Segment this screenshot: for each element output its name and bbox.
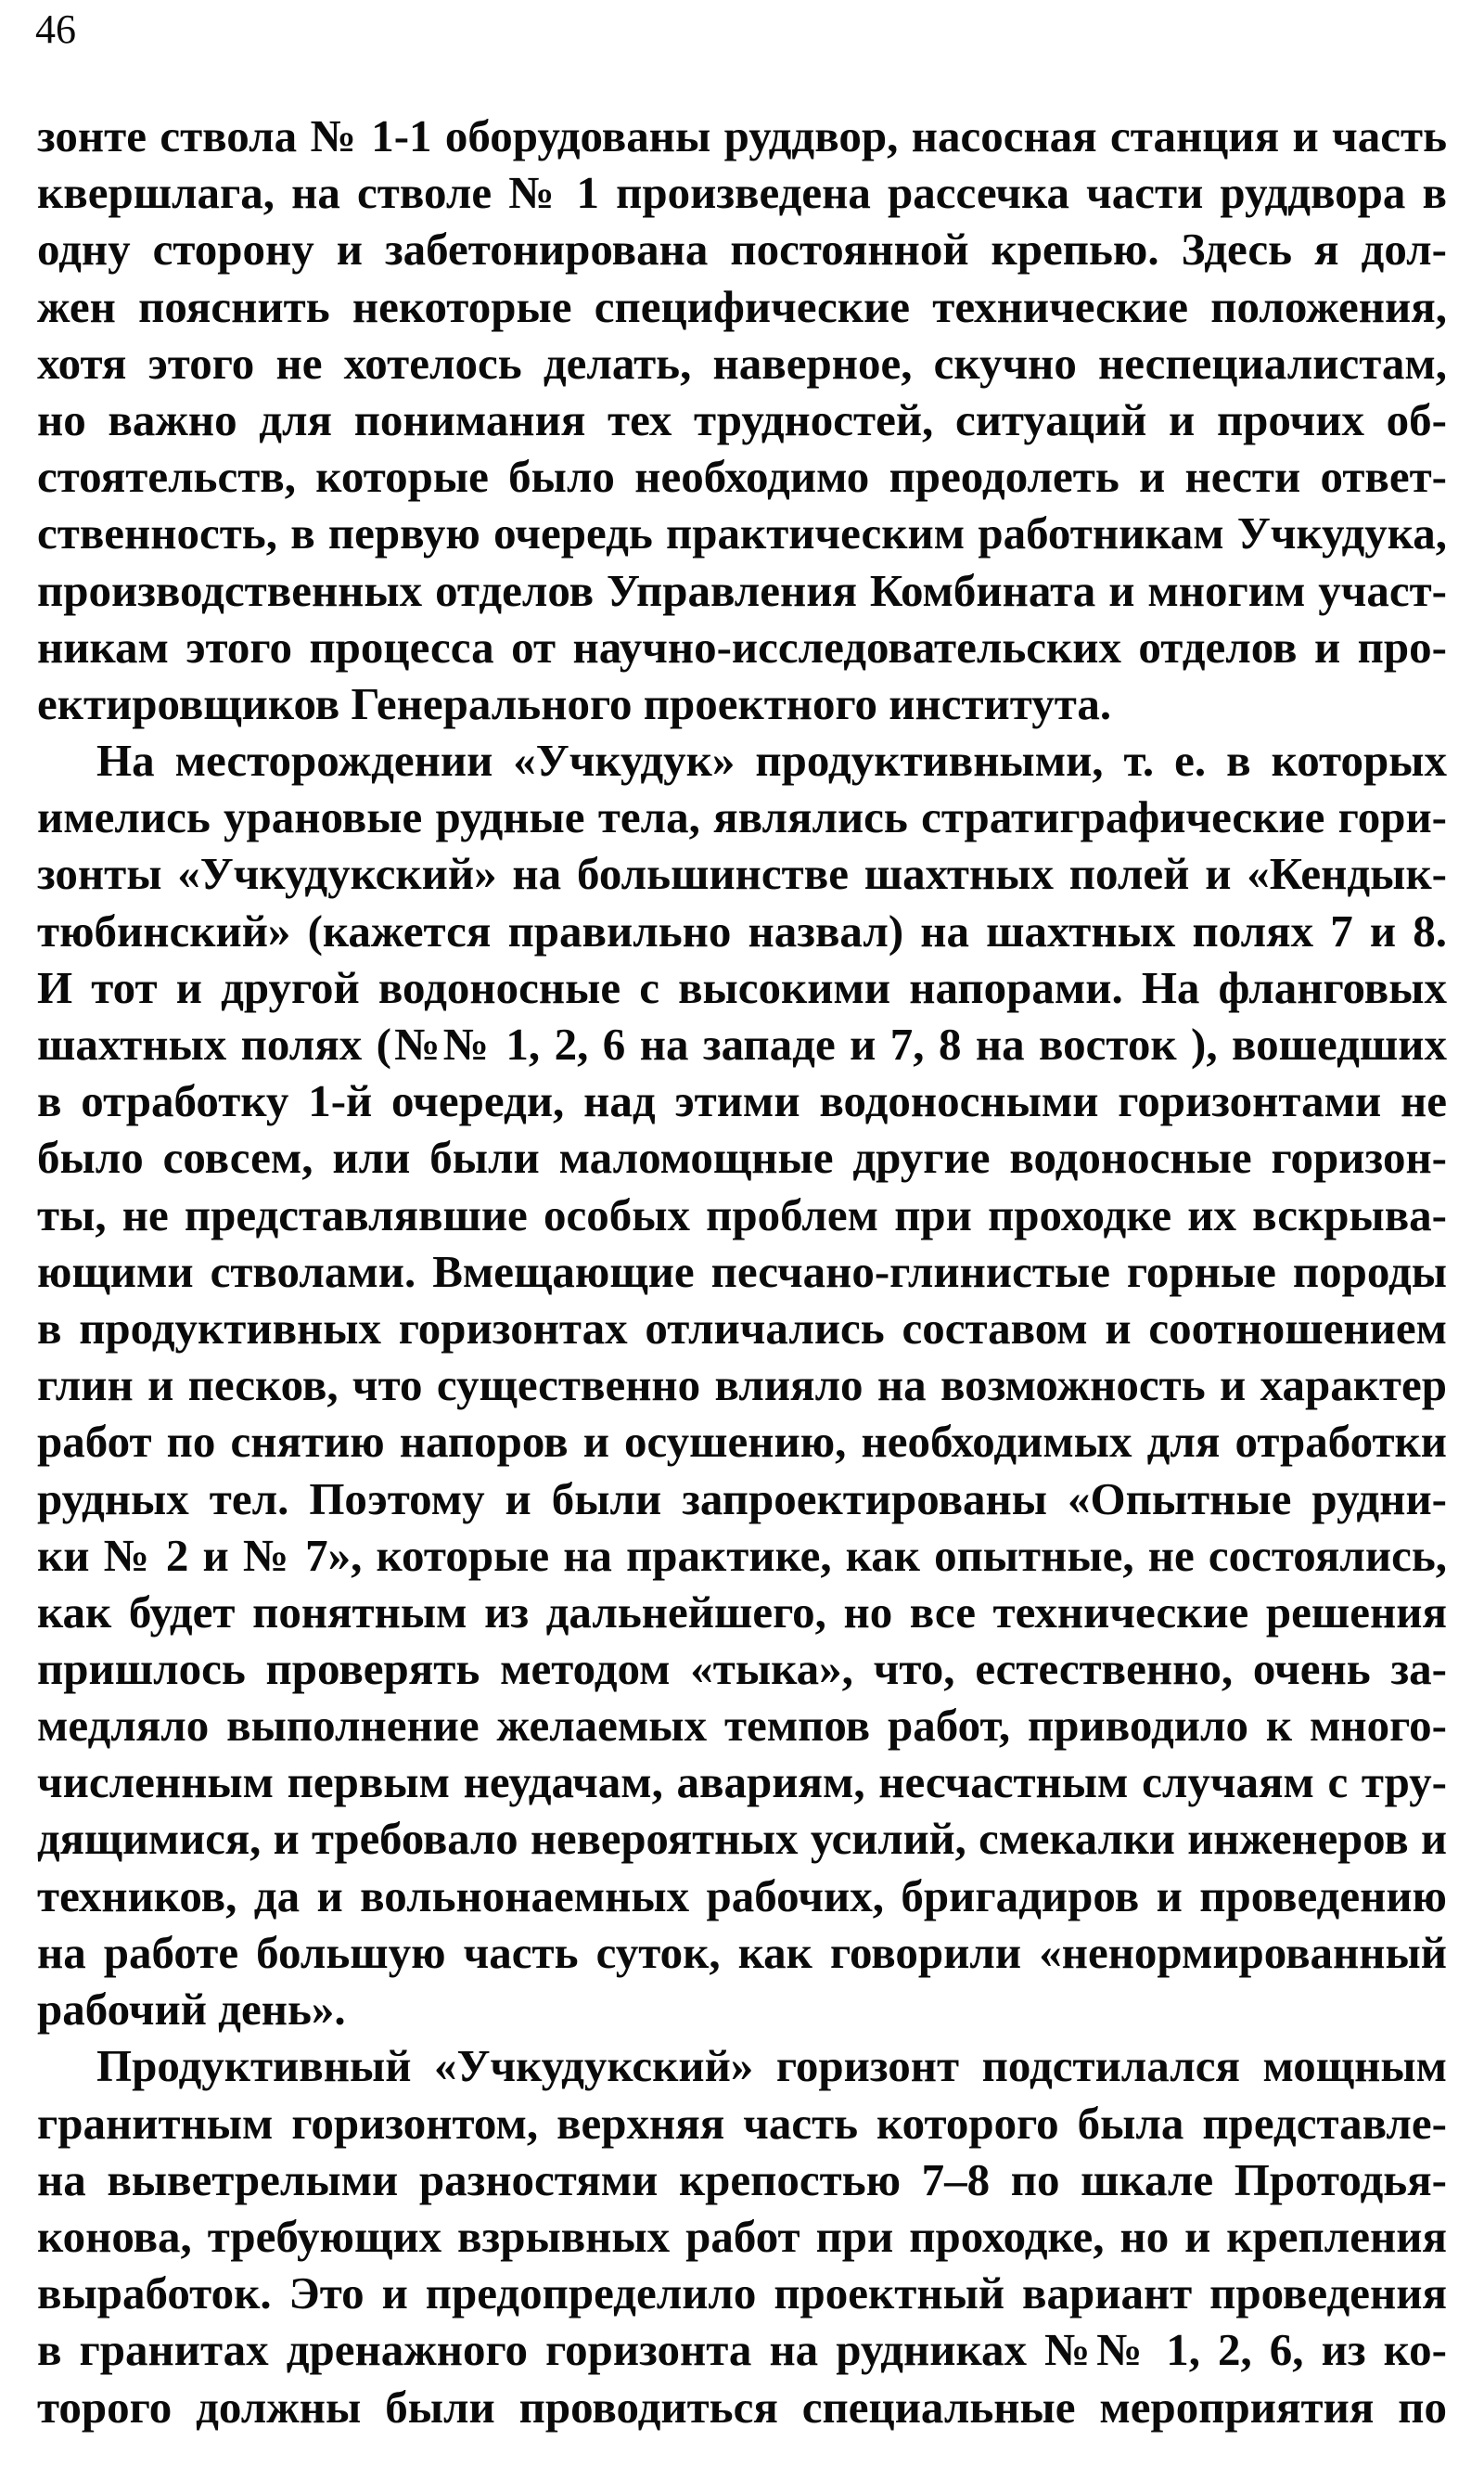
text-line: в отработку 1-й очереди, над этими водоносными горизонтами не xyxy=(37,1075,1447,1127)
text-line: ки № 2 и № 7», которые на практике, как опытные, не состоялись, xyxy=(37,1529,1447,1581)
text-line: на выветрелыми разностями крепостью 7–8 по шкале Протодья- xyxy=(37,2153,1447,2205)
text-line: в гранитах дренажного горизонта на рудниках №№ 1, 2, 6, из ко- xyxy=(37,2324,1447,2376)
body-text xyxy=(37,108,1447,2435)
text-line: рабочий день». xyxy=(37,1984,346,2036)
text-line: медляло выполнение желаемых темпов работ, приводило к много- xyxy=(37,1700,1447,1752)
text-line: И тот и другой водоносные с высокими напорами. На фланговых xyxy=(37,961,1447,1013)
text-line: как будет понятным из дальнейшего, но все технические решения xyxy=(37,1586,1447,1638)
text-line: жен пояснить некоторые специфические технические положения, xyxy=(37,280,1447,332)
text-line: хотя этого не хотелось делать, наверное, скучно неспециалистам, xyxy=(37,337,1447,389)
text-line: На месторождении «Учкудук» продуктивными, т. е. в которых xyxy=(96,735,1447,787)
text-line: стоятельств, которые было необходимо преодолеть и нести ответ- xyxy=(37,451,1447,503)
text-line: имелись урановые рудные тела, являлись стратиграфические гори- xyxy=(37,791,1447,843)
text-line: выработок. Это и предопределило проектный вариант проведения xyxy=(37,2267,1447,2319)
text-line: зонты «Учкудукский» на большинстве шахтных полей и «Кендык- xyxy=(37,848,1447,900)
text-line: конова, требующих взрывных работ при проходке, но и крепления xyxy=(37,2210,1447,2262)
text-line: глин и песков, что существенно влияло на возможность и характер xyxy=(37,1359,1447,1411)
text-line: работ по снятию напоров и осушению, необходимых для отработки xyxy=(37,1416,1447,1468)
text-line: производственных отделов Управления Комбината и многим участ- xyxy=(37,564,1447,616)
text-line: никам этого процесса от научно-исследовательских отделов и про- xyxy=(37,621,1447,673)
page-number: 46 xyxy=(35,6,76,52)
text-line: ющими стволами. Вмещающие песчано-глинистые горные породы xyxy=(37,1245,1447,1297)
text-line: дящимися, и требовало невероятных усилий, смекалки инженеров и xyxy=(37,1813,1447,1864)
text-line: ственность, в первую очередь практическим работникам Учкудука, xyxy=(37,507,1447,559)
text-line: шахтных полях (№№ 1, 2, 6 на западе и 7, 8 на восток ), вошедших xyxy=(37,1019,1447,1070)
text-line: квершлага, на стволе № 1 произведена рассечка части руддвора в xyxy=(37,167,1447,219)
text-line: пришлось проверять методом «тыка», что, естественно, очень за- xyxy=(37,1643,1447,1695)
text-line: было совсем, или были маломощные другие водоносные горизон- xyxy=(37,1132,1447,1184)
text-line: численным первым неудачам, авариям, несчастным случаям с тру- xyxy=(37,1756,1447,1808)
text-line: торого должны были проводиться специальные мероприятия по xyxy=(37,2381,1447,2433)
text-line: но важно для понимания тех трудностей, ситуаций и прочих об- xyxy=(37,393,1447,445)
text-line: ектировщиков Генерального проектного института. xyxy=(37,677,1112,729)
text-line: ты, не представлявшие особых проблем при проходке их вскрыва- xyxy=(37,1188,1447,1240)
text-line: техников, да и вольнонаемных рабочих, бригадиров и проведению xyxy=(37,1869,1447,1921)
text-line: зонте ствола № 1-1 оборудованы руддвор, насосная станция и часть xyxy=(37,110,1447,161)
text-line: одну сторону и забетонирована постоянной крепью. Здесь я дол- xyxy=(37,224,1447,276)
text-line: Продуктивный «Учкудукский» горизонт подстилался мощным xyxy=(96,2040,1447,2092)
text-line: в продуктивных горизонтах отличались составом и соотношением xyxy=(37,1302,1447,1354)
text-line: гранитным горизонтом, верхняя часть которого была представле- xyxy=(37,2097,1447,2149)
text-line: тюбинский» (кажется правильно назвал) на шахтных полях 7 и 8. xyxy=(37,905,1447,957)
text-line: рудных тел. Поэтому и были запроектированы «Опытные рудни- xyxy=(37,1472,1447,1524)
text-line: на работе большую часть суток, как говорили «ненормированный xyxy=(37,1927,1447,1978)
